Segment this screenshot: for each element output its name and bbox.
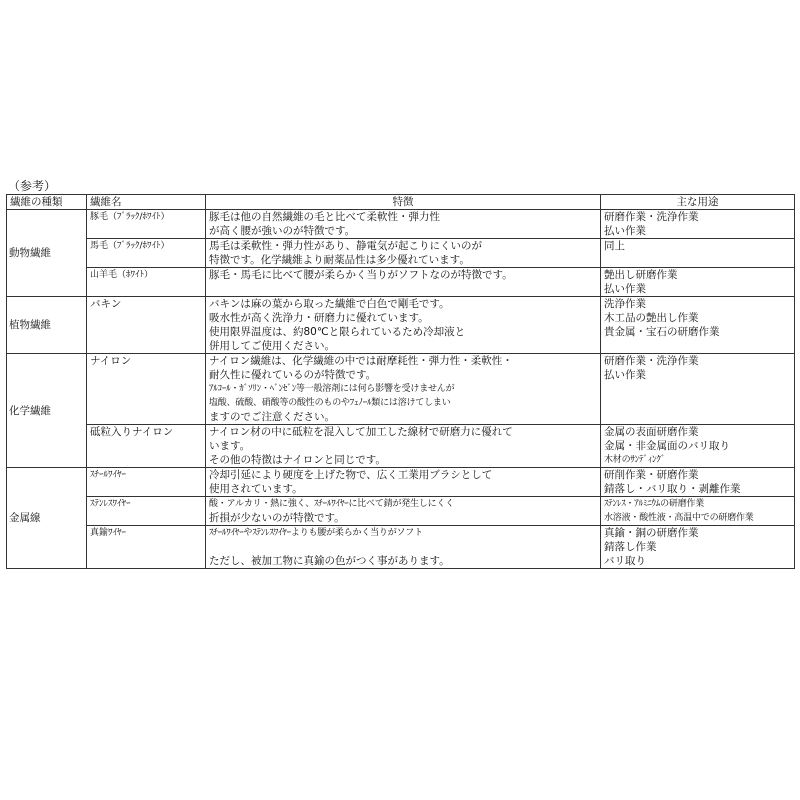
- use-line: バリ取り: [604, 555, 646, 567]
- fiber-category-cell: 植物繊維: [7, 297, 87, 354]
- fiber-name-cell: [87, 354, 206, 425]
- table-row: [7, 210, 795, 239]
- fiber-category-cell: 金属線: [7, 468, 87, 569]
- fiber-name-cell: [87, 268, 206, 297]
- fiber-category-cell: 動物繊維: [7, 210, 87, 297]
- uses-cell: [601, 468, 795, 497]
- features-cell: [206, 210, 601, 239]
- features-cell: [206, 239, 601, 268]
- use-line: 払い作業: [604, 369, 646, 381]
- feature-line: 使用されています。: [209, 483, 303, 495]
- use-line: 艶出し研磨作業: [604, 269, 678, 281]
- fiber-name-cell: [87, 468, 206, 497]
- use-line: 錆落し作業: [604, 541, 657, 553]
- use-line: 錆落し・バリ取り・剥離作業: [604, 483, 741, 495]
- feature-line: その他の特徴はナイロンと同じです。: [209, 454, 386, 466]
- use-line: 木材のｻﾝﾃﾞｨﾝｸﾞ: [604, 455, 666, 465]
- use-line: 木工品の艶出し作業: [604, 312, 699, 324]
- fiber-name-cell: [87, 497, 206, 526]
- fiber-name: ナイロン: [90, 355, 132, 367]
- uses-cell: [601, 297, 795, 354]
- table-row: [7, 526, 795, 569]
- feature-line: ますのでご注意ください。: [209, 411, 335, 423]
- features-cell: [206, 268, 601, 297]
- header-main-uses: 主な用途: [601, 195, 795, 210]
- fiber-name: バキン: [90, 298, 122, 310]
- feature-line: 耐久性に優れているのが特徴です。: [209, 369, 377, 381]
- header-fiber-type: 繊維の種類: [7, 195, 87, 210]
- feature-line: ｱﾙｺｰﾙ・ｶﾞｿﾘﾝ・ﾍﾞﾝｾﾞﾝ等一般溶剤には何ら影響を受けませんが: [209, 384, 455, 394]
- feature-line: バキンは麻の葉から取った繊維で白色で剛毛です。: [209, 298, 450, 310]
- fiber-name-cell: [87, 526, 206, 569]
- feature-line: います。: [209, 440, 251, 452]
- header-features: 特徴: [206, 195, 601, 210]
- use-line: 研磨作業・洗浄作業: [604, 355, 699, 367]
- uses-cell: [601, 210, 795, 239]
- table-row: [7, 239, 795, 268]
- table-row: [7, 497, 795, 526]
- use-line: 同上: [604, 240, 625, 252]
- header-fiber-name: 繊維名: [87, 195, 206, 210]
- feature-line: 折損が少ないのが特徴です。: [209, 512, 345, 524]
- feature-line: ｽﾁｰﾙﾜｲﾔｰやｽﾃﾝﾚｽﾜｲﾔｰよりも腰が柔らかく当りがソフト: [209, 528, 423, 538]
- use-line: ｽﾃﾝﾚｽ・ｱﾙﾐﾆｳﾑの研磨作業: [604, 499, 705, 509]
- feature-line: ただし、被加工物に真鍮の色がつく事があります。: [209, 555, 450, 567]
- features-cell: [206, 425, 601, 468]
- feature-line: ナイロン繊維は、化学繊維の中では耐摩耗性・弾力性・柔軟性・: [209, 355, 513, 367]
- uses-cell: [601, 268, 795, 297]
- fiber-name: ｽﾁｰﾙﾜｲﾔｰ: [90, 470, 127, 480]
- table-header-row: [7, 195, 795, 210]
- feature-line: 豚毛は他の自然繊維の毛と比べて柔軟性・弾力性: [209, 211, 440, 223]
- feature-line: 馬毛は柔軟性・弾力性があり、静電気が起こりにくいのが: [209, 240, 482, 252]
- feature-line: 豚毛・馬毛に比べて腰が柔らかく当りがソフトなのが特徴です。: [209, 269, 513, 281]
- uses-cell: [601, 239, 795, 268]
- feature-line: 塩酸、硫酸、硝酸等の酸性のものやﾌｪﾉｰﾙ類には溶けてしまい: [209, 398, 451, 408]
- use-line: 水溶液・酸性液・高温中での研磨作業: [604, 513, 754, 523]
- use-line: 研削作業・研磨作業: [604, 469, 699, 481]
- feature-line: 吸水性が高く洗浄力・研磨力に優れています。: [209, 312, 429, 324]
- use-line: 研磨作業・洗浄作業: [604, 211, 699, 223]
- fiber-name-cell: [87, 239, 206, 268]
- table-row: [7, 468, 795, 497]
- features-cell: [206, 497, 601, 526]
- features-cell: [206, 354, 601, 425]
- fiber-reference-table: [6, 194, 795, 569]
- fiber-name: 砥粒入りナイロン: [90, 426, 174, 438]
- uses-cell: [601, 497, 795, 526]
- feature-line: 使用限界温度は、約80℃と限られているため冷却液と: [209, 326, 466, 338]
- fiber-category-cell: 化学繊維: [7, 354, 87, 468]
- feature-line: が高く腰が強いのが特徴です。: [209, 225, 356, 237]
- features-cell: [206, 468, 601, 497]
- use-line: 貴金属・宝石の研磨作業: [604, 326, 720, 338]
- use-line: 払い作業: [604, 225, 646, 237]
- fiber-name: ｽﾃﾝﾚｽﾜｲﾔｰ: [90, 499, 131, 509]
- feature-line: 併用してご使用ください。: [209, 340, 335, 352]
- fiber-name: 真鍮ﾜｲﾔｰ: [90, 528, 127, 538]
- uses-cell: [601, 425, 795, 468]
- features-cell: [206, 526, 601, 569]
- uses-cell: [601, 354, 795, 425]
- table-row: [7, 297, 795, 354]
- feature-line: 特徴です。化学繊維より耐薬品性は多少優れています。: [209, 254, 470, 266]
- fiber-name-cell: [87, 425, 206, 468]
- use-line: 払い作業: [604, 283, 646, 295]
- use-line: 金属・非金属面のバリ取り: [604, 440, 730, 452]
- fiber-name-cell: [87, 210, 206, 239]
- feature-line: ナイロン材の中に砥粒を混入して加工した線材で研磨力に優れて: [209, 426, 513, 438]
- fiber-name: 山羊毛（ﾎﾜｲﾄ）: [90, 270, 154, 280]
- fiber-name: 馬毛（ﾌﾞﾗｯｸ/ﾎﾜｲﾄ）: [90, 241, 170, 251]
- use-line: 金属の表面研磨作業: [604, 426, 699, 438]
- features-cell: [206, 297, 601, 354]
- feature-line: 酸・アルカリ・熱に強く、ｽﾁｰﾙﾜｲﾔｰに比べて錆が発生しにくく: [209, 499, 455, 509]
- feature-line: [209, 540, 597, 554]
- fiber-name: 豚毛（ﾌﾞﾗｯｸ/ﾎﾜｲﾄ）: [90, 212, 170, 222]
- table-row: [7, 268, 795, 297]
- table-row: [7, 425, 795, 468]
- uses-cell: [601, 526, 795, 569]
- fiber-name-cell: [87, 297, 206, 354]
- table-row: [7, 354, 795, 425]
- table-body: [7, 210, 795, 569]
- table-caption: （参考）: [8, 179, 57, 193]
- use-line: 洗浄作業: [604, 298, 646, 310]
- use-line: 真鍮・銅の研磨作業: [604, 527, 699, 539]
- feature-line: 冷却引延により硬度を上げた物で、広く工業用ブラシとして: [209, 469, 493, 481]
